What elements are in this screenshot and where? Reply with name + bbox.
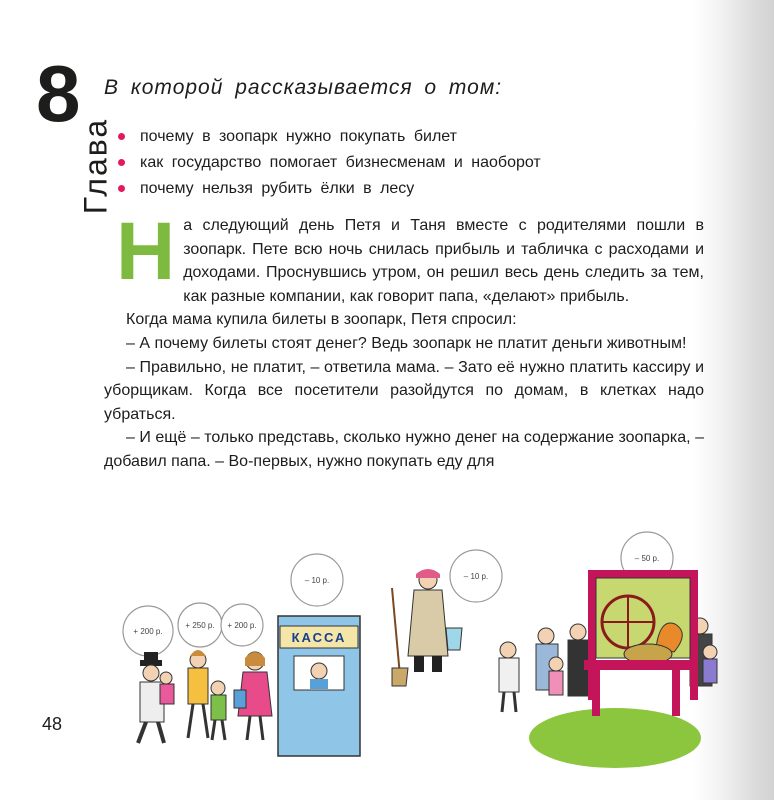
cleaner-figure <box>392 569 462 686</box>
topics-list <box>118 124 541 202</box>
paragraph: – И ещё – только представь, сколько нужно денег на содержание зоопарка, – добавил папа. – Во-первых, нужно покупать еду для <box>104 429 704 470</box>
topic-text: почему нельзя рубить ёлки в лесу <box>140 180 415 197</box>
topic-text: как государство помогает бизнесменам и наоборот <box>140 154 541 171</box>
bullet-icon <box>118 133 125 140</box>
paragraph: Когда мама купила билеты в зоопарк, Петя спросил: <box>126 311 517 329</box>
page-number: 48 <box>42 714 63 734</box>
paragraph-text: а следующий день Петя и Таня вместе с родителями пошли в зоопарк. Пете всю ночь снилась прибыль и табличка с расходами и доходами. Проснувшись утром, он решил весь день следить за тем, как разные компании, как говорит папа, «делают» прибыль. <box>183 217 704 305</box>
price-text: – 50 р. <box>634 554 660 563</box>
price-bubble <box>221 604 263 646</box>
price-text: + 200 р. <box>227 621 257 630</box>
topic-item <box>118 150 541 176</box>
kassa-booth <box>278 616 360 756</box>
topic-item <box>118 124 541 150</box>
price-text: – 10 р. <box>463 572 489 581</box>
price-text: + 250 р. <box>185 621 215 630</box>
price-text: – 10 р. <box>304 576 330 585</box>
story-text <box>104 206 704 474</box>
paragraph: – А почему билеты стоят денег? Ведь зоопарк не платит деньги животным! <box>126 334 687 352</box>
zoo-illustration <box>100 528 720 768</box>
chapter-intro: В которой рассказывается о том: <box>104 76 503 99</box>
bullet-icon <box>118 185 125 192</box>
chapter-number: 8 <box>36 49 81 138</box>
paragraph <box>104 206 704 308</box>
price-text: + 200 р. <box>133 627 163 636</box>
price-bubble <box>450 550 502 602</box>
price-bubble <box>291 554 343 606</box>
bullet-icon <box>118 159 125 166</box>
price-bubble <box>123 606 173 656</box>
family-figures <box>138 650 272 743</box>
paragraph: – Правильно, не платит, – ответила мама. – Зато её нужно платить кассиру и уборщикам. Когда все посетители разойдутся по домам, в клетках надо убраться. <box>104 358 704 423</box>
kassa-sign: КАССА <box>291 630 347 645</box>
topic-text: почему в зоопарк нужно покупать билет <box>140 128 457 145</box>
drop-cap: Н <box>116 206 176 297</box>
topic-item <box>118 176 541 202</box>
price-bubble <box>178 603 222 647</box>
chapter-label: Глава <box>77 117 114 215</box>
